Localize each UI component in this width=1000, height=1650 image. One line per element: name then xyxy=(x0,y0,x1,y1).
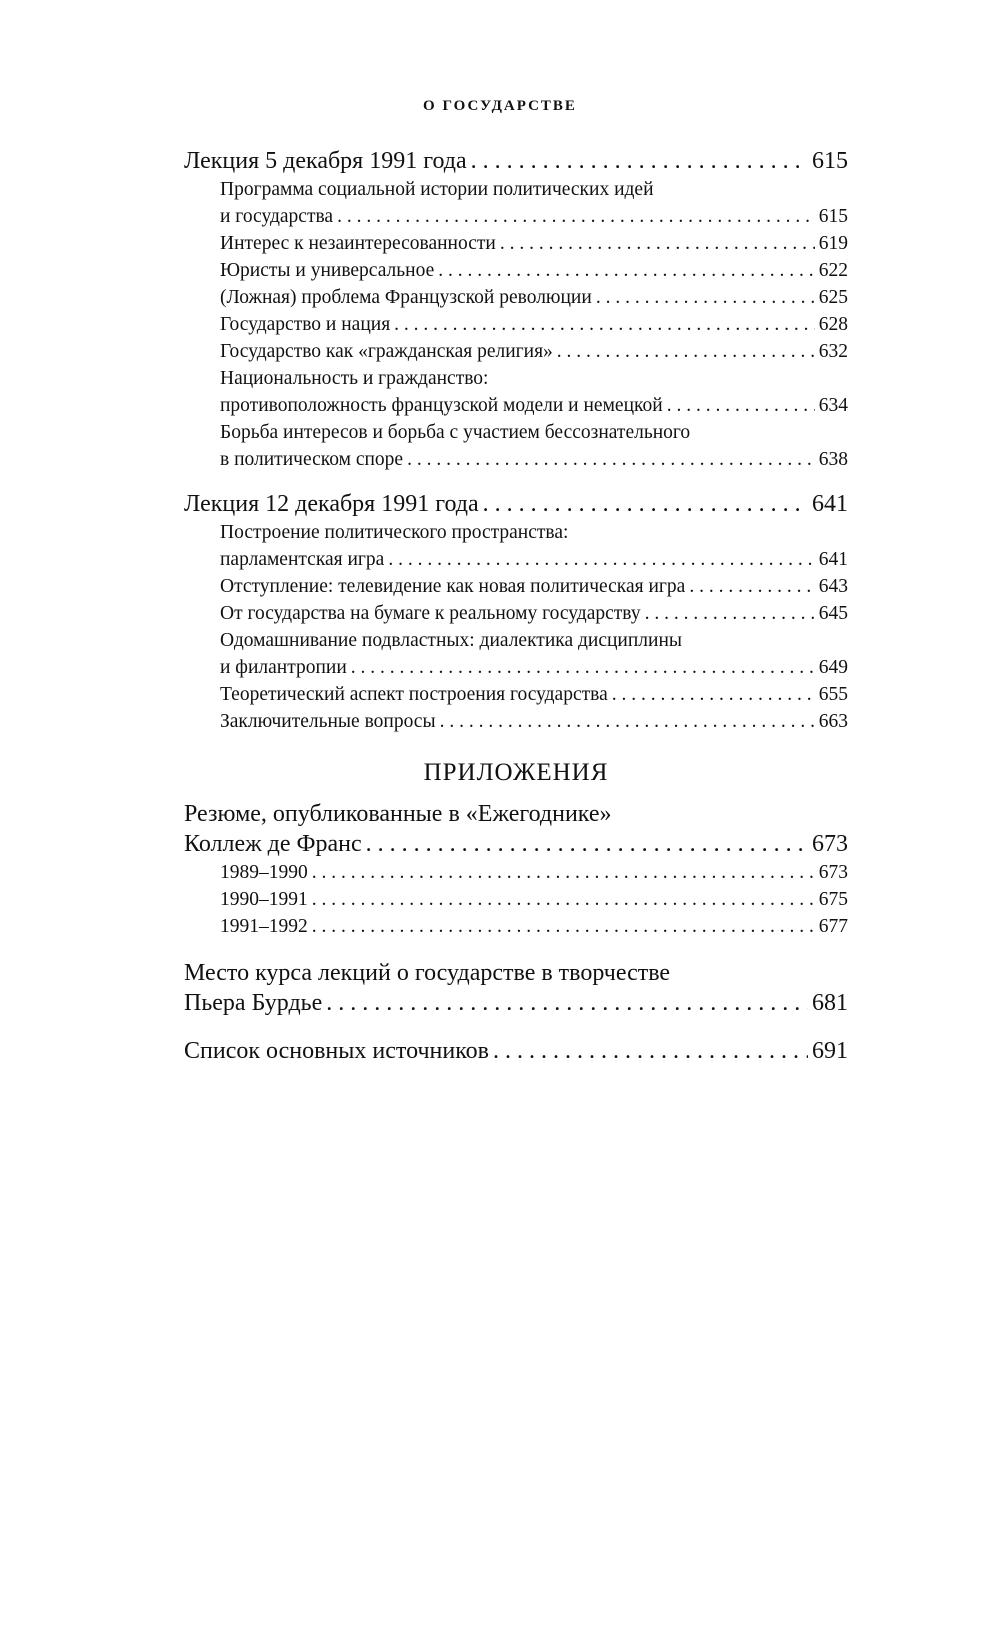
toc-entry-title: Заключительные вопросы xyxy=(220,711,436,732)
toc-subentry[interactable] xyxy=(184,419,848,473)
table-of-contents xyxy=(184,146,848,1066)
toc-entry-title: Интерес к незаинтересованности xyxy=(220,233,496,254)
toc-page-number: 615 xyxy=(812,148,848,174)
toc-entry-line: Одомашнивание подвластных: диалектика дисциплины xyxy=(220,630,682,651)
dot-leader xyxy=(326,988,808,1018)
dot-leader xyxy=(366,829,808,859)
toc-subentry[interactable] xyxy=(184,311,848,338)
toc-entry-title: и государства xyxy=(220,206,334,227)
toc-entry-line: Программа социальной истории политических идей xyxy=(220,179,654,200)
toc-subentry[interactable] xyxy=(184,365,848,419)
toc-subentry[interactable] xyxy=(184,519,848,573)
toc-entry-line: Построение политического пространства: xyxy=(220,522,569,543)
dot-leader xyxy=(471,146,808,176)
dot-leader xyxy=(312,859,815,886)
toc-page-number: 673 xyxy=(812,831,848,857)
toc-entry-title: Государство как «гражданская религия» xyxy=(220,341,553,362)
toc-subentry[interactable] xyxy=(184,859,848,886)
toc-page-number: 691 xyxy=(812,1038,848,1064)
toc-subentry[interactable] xyxy=(184,627,848,681)
toc-entry-title: 1990–1991 xyxy=(220,889,308,910)
toc-entry-title: 1991–1992 xyxy=(220,916,308,937)
toc-page-number: 645 xyxy=(818,603,848,624)
toc-entry-resumes[interactable] xyxy=(184,799,848,859)
toc-subentry[interactable] xyxy=(184,600,848,627)
toc-subentry[interactable] xyxy=(184,230,848,257)
toc-page-number: 663 xyxy=(818,711,848,732)
toc-page-number: 619 xyxy=(818,233,848,254)
toc-entry-title: Список основных источников xyxy=(184,1038,489,1064)
toc-entry-sources[interactable] xyxy=(184,1036,848,1066)
toc-entry-lecture-1[interactable] xyxy=(184,146,848,176)
dot-leader xyxy=(407,446,815,473)
toc-entry-title: Лекция 12 декабря 1991 года xyxy=(184,491,479,517)
dot-leader xyxy=(689,573,814,600)
toc-entry-line: Место курса лекций о государстве в творчестве xyxy=(184,960,671,986)
toc-page-number: 649 xyxy=(818,657,848,678)
toc-entry-line: Национальность и гражданство: xyxy=(220,368,489,389)
toc-page-number: 641 xyxy=(818,549,848,570)
toc-page-number: 681 xyxy=(812,990,848,1016)
toc-page-number: 632 xyxy=(818,341,848,362)
toc-entry-title: (Ложная) проблема Французской революции xyxy=(220,287,592,308)
toc-entry-title: парламентская игра xyxy=(220,549,385,570)
dot-leader xyxy=(388,546,814,573)
toc-page-number: 677 xyxy=(818,916,848,937)
toc-entry-place[interactable] xyxy=(184,958,848,1018)
toc-subentry[interactable] xyxy=(184,708,848,735)
toc-page-number: 638 xyxy=(818,449,848,470)
toc-subentry[interactable] xyxy=(184,257,848,284)
dot-leader xyxy=(493,1036,808,1066)
toc-entry-title: в политическом споре xyxy=(220,449,404,470)
toc-page-number: 628 xyxy=(818,314,848,335)
dot-leader xyxy=(438,257,815,284)
dot-leader xyxy=(596,284,815,311)
toc-entry-line: Резюме, опубликованные в «Ежегоднике» xyxy=(184,801,612,827)
toc-entry-title: Государство и нация xyxy=(220,314,391,335)
toc-entry-title: Коллеж де Франс xyxy=(184,831,362,857)
dot-leader xyxy=(351,654,815,681)
dot-leader xyxy=(483,489,808,519)
toc-entry-title: Теоретический аспект построения государства xyxy=(220,684,608,705)
dot-leader xyxy=(500,230,815,257)
toc-page-number: 625 xyxy=(818,287,848,308)
toc-page-number: 641 xyxy=(812,491,848,517)
dot-leader xyxy=(557,338,815,365)
toc-entry-title: Юристы и универсальное xyxy=(220,260,435,281)
dot-leader xyxy=(440,708,815,735)
toc-entry-title: Пьера Бурдье xyxy=(184,990,323,1016)
toc-subentry[interactable] xyxy=(184,913,848,940)
toc-entry-title: От государства на бумаге к реальному государству xyxy=(220,603,641,624)
dot-leader xyxy=(612,681,815,708)
toc-subentry[interactable] xyxy=(184,284,848,311)
dot-leader xyxy=(312,886,815,913)
toc-entry-title: противоположность французской модели и немецкой xyxy=(220,395,663,416)
toc-subentry[interactable] xyxy=(184,681,848,708)
toc-entry-title: Лекция 5 декабря 1991 года xyxy=(184,148,467,174)
toc-page-number: 655 xyxy=(818,684,848,705)
toc-subentry[interactable] xyxy=(184,573,848,600)
appendix-heading: ПРИЛОЖЕНИЯ xyxy=(423,759,609,786)
toc-page-number: 615 xyxy=(818,206,848,227)
dot-leader xyxy=(667,392,815,419)
toc-entry-title: и филантропии xyxy=(220,657,347,678)
toc-subentry[interactable] xyxy=(184,176,848,230)
toc-page-number: 634 xyxy=(818,395,848,416)
toc-entry-line: Борьба интересов и борьба с участием бессознательного xyxy=(220,422,691,443)
dot-leader xyxy=(394,311,815,338)
running-head: О ГОСУДАРСТВЕ xyxy=(423,98,577,114)
toc-page-number: 643 xyxy=(818,576,848,597)
toc-subentry[interactable] xyxy=(184,338,848,365)
toc-entry-lecture-2[interactable] xyxy=(184,489,848,519)
toc-subentry[interactable] xyxy=(184,886,848,913)
toc-page-number: 673 xyxy=(818,862,848,883)
dot-leader xyxy=(312,913,815,940)
toc-entry-title: 1989–1990 xyxy=(220,862,308,883)
dot-leader xyxy=(337,203,815,230)
toc-page-number: 622 xyxy=(818,260,848,281)
dot-leader xyxy=(645,600,815,627)
toc-entry-title: Отступление: телевидение как новая политическая игра xyxy=(220,576,686,597)
toc-page-number: 675 xyxy=(818,889,848,910)
